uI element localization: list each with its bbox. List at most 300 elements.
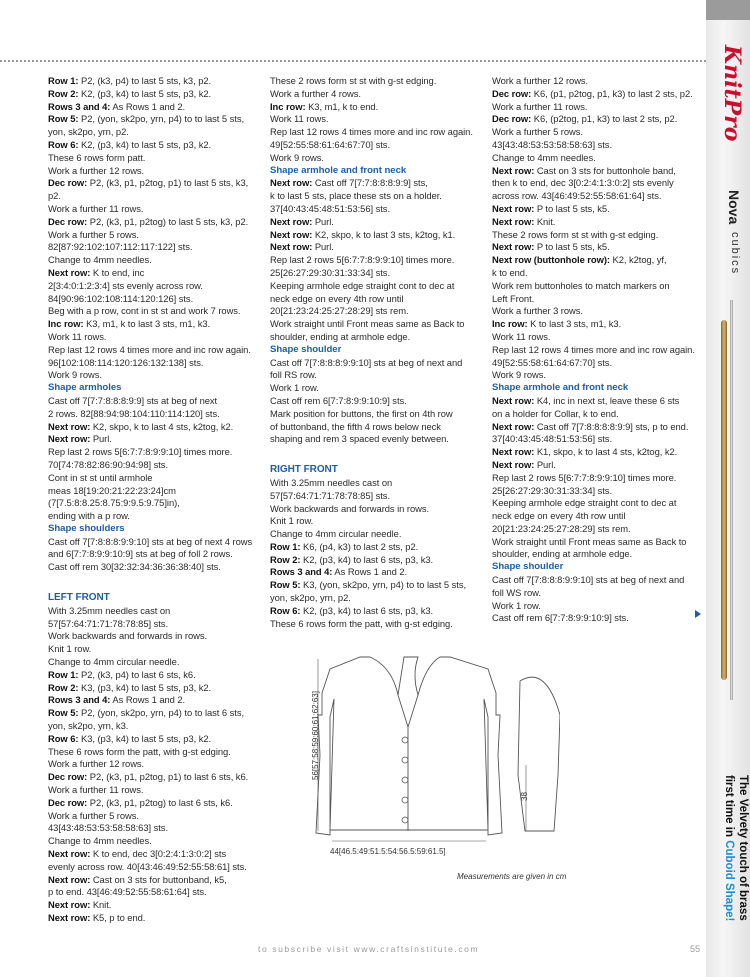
instruction-line (270, 503, 482, 516)
row-text: 2 rows. 82[88:94:98:104:110:114:120] sts. (48, 407, 220, 419)
row-text: These 6 rows form the patt, with g-st edging. (270, 617, 453, 629)
needle-brass-icon (721, 320, 727, 680)
row-text: Work a further 3 rows. (492, 305, 583, 317)
instruction-line (492, 139, 704, 152)
instruction-line (48, 229, 260, 242)
row-label: Next row: (492, 446, 535, 458)
row-text: evenly across row. 40[43:46:49:52:55:58:61] sts. (48, 860, 247, 872)
instruction-line (48, 88, 260, 101)
instruction-line (270, 382, 482, 395)
row-label: Row 2: (48, 87, 79, 99)
row-label: Next row: (48, 420, 91, 432)
row-text: Work a further 12 rows. (48, 164, 145, 176)
spacer (270, 446, 482, 455)
row-label: Row 6: (270, 604, 301, 616)
instruction-line (492, 344, 704, 357)
row-text: Knit. (90, 899, 112, 911)
row-label: Inc row: (48, 318, 84, 330)
row-text: 57[57:64:71:71:78:78:85] sts. (48, 617, 168, 629)
row-text: K to end, inc (90, 266, 145, 278)
instruction-line (270, 592, 482, 605)
instruction-line (48, 446, 260, 459)
instruction-line (48, 669, 260, 682)
instruction-line (48, 459, 260, 472)
row-text: These 2 rows form st st with g-st edging. (270, 75, 437, 86)
row-text: Work a further 11 rows. (492, 100, 588, 112)
row-text: Change to 4mm circular needle. (48, 656, 180, 668)
row-text: Rep last 12 rows 4 times more and inc row again. (492, 343, 695, 355)
instruction-line (48, 784, 260, 797)
row-text: K to end, dec 3[0:2:4:1:3:0:2] sts (90, 848, 227, 860)
section-heading: Shape shoulders (48, 522, 125, 534)
instruction-line (270, 579, 482, 592)
instruction-line (492, 612, 704, 625)
instruction-line (492, 101, 704, 114)
row-text: Cast off 7[7:7:8:8:8:9:9] sts at beg of next (48, 394, 218, 406)
row-text: Left Front. (492, 292, 535, 304)
row-label: Row 2: (270, 553, 301, 565)
instruction-line (48, 152, 260, 165)
instruction-line (48, 656, 260, 669)
instruction-line (492, 446, 704, 459)
row-text: Knit. (534, 215, 556, 227)
instruction-line (270, 566, 482, 579)
instruction-line (270, 203, 482, 216)
row-text: 84[90:96:102:108:114:120:126] sts. (48, 292, 194, 304)
instruction-line (48, 203, 260, 216)
row-text: K3, m1, k to end. (305, 100, 379, 112)
instruction-line (48, 369, 260, 382)
row-text: Work a further 5 rows. (48, 809, 139, 821)
row-text: Work a further 12 rows. (48, 758, 145, 770)
row-text: P2, (k3, p1, p2tog) to last 5 sts, k3, p2. (87, 215, 249, 227)
row-text: K to last 3 sts, m1, k3. (527, 318, 622, 330)
row-label: Row 1: (270, 540, 301, 552)
instruction-line (48, 643, 260, 656)
row-label: Dec row: (48, 771, 88, 783)
row-text: P to last 5 sts, k5. (534, 202, 610, 214)
row-text: Purl. (534, 458, 556, 470)
instruction-line (270, 88, 482, 101)
section-heading: Shape shoulder (492, 561, 564, 573)
page-number: 55 (690, 944, 701, 954)
row-text: (7[7.5:8:8.25:8.75:9:9.5:9.75]in), (48, 497, 180, 509)
row-text: K3, (p3, k4) to last 5 sts, p3, k2. (78, 732, 212, 744)
row-text: Rep last 2 rows 5[6:7:7:8:9:9:10] times more. (492, 471, 677, 483)
row-text: Cont in st st until armhole (48, 471, 153, 483)
row-label: Row 1: (48, 75, 79, 86)
instruction-line (492, 600, 704, 613)
instruction-line (48, 733, 260, 746)
tagline-line-2 (722, 775, 736, 921)
row-text: Knit 1 row. (48, 643, 92, 655)
row-text: 49[52:55:58:61:64:67:70] sts. (492, 356, 612, 368)
instruction-line (492, 536, 704, 549)
row-text: meas 18[19:20:21:22:23:24]cm (48, 484, 176, 496)
sleeve-measurement: 38 (520, 792, 529, 801)
row-label: Dec row: (492, 87, 532, 99)
tagline-highlight: Cuboid Shape! (723, 840, 735, 922)
instruction-line (492, 548, 704, 561)
row-text: K1, skpo, k to last 4 sts, k2tog, k2. (534, 446, 678, 458)
instruction-line (270, 395, 482, 408)
row-text: across row. 43[46:49:52:55:58:61:64] sts. (492, 190, 662, 202)
row-text: Work 11 rows. (492, 330, 551, 342)
row-text: Purl. (312, 241, 334, 253)
row-label: Rows 3 and 4: (270, 566, 333, 578)
row-text: foll WS row. (492, 586, 541, 598)
row-text: Cast off 7[7:7:8:8:8:9:9] sts, (312, 177, 428, 189)
instruction-line (270, 75, 482, 88)
instruction-line (270, 618, 482, 631)
footer-subscribe: to subscribe visit www.craftsinstitute.com (258, 944, 480, 954)
row-text: Cast off 7[7:8:8:8:8:9:9] sts, p to end. (534, 420, 689, 432)
row-text: Work a further 4 rows. (270, 87, 361, 99)
instruction-line (492, 177, 704, 190)
instruction-line (48, 318, 260, 331)
row-text: Work backwards and forwards in rows. (270, 502, 430, 514)
instruction-line (48, 357, 260, 370)
row-label: Dec row: (48, 215, 88, 227)
instruction-line (48, 886, 260, 899)
row-text: K3, (yon, sk2po, yrn, p4) to to last 5 sts, (300, 579, 467, 591)
row-text: As Rows 1 and 2. (332, 566, 408, 578)
row-text: Knit 1 row. (270, 515, 314, 527)
brand-logo: KnitPro (719, 45, 745, 142)
buttons (402, 737, 408, 823)
row-text: 96[102:108:114:120:126:132:138] sts. (48, 356, 204, 368)
row-text: K2, (p3, k4) to last 6 sts, p3, k3. (300, 553, 434, 565)
row-label: Next row: (48, 848, 91, 860)
section-heading: Shape shoulder (270, 343, 342, 355)
instruction-line (48, 797, 260, 810)
row-label: Inc row: (492, 318, 528, 330)
continue-arrow-icon (695, 610, 701, 618)
instruction-line (48, 810, 260, 823)
instruction-line (492, 126, 704, 139)
column-3 (492, 75, 704, 625)
row-text: K2, skpo, k to last 3 sts, k2tog, k1. (312, 228, 456, 240)
row-text: yon, sk2po, yrn, p2. (48, 126, 129, 138)
instruction-line (492, 497, 704, 510)
instruction-line (270, 280, 482, 293)
row-text: shoulder, ending at armhole edge. (492, 548, 633, 560)
row-text: K2, skpo, k to last 4 sts, k2tog, k2. (90, 420, 234, 432)
instruction-line (48, 822, 260, 835)
instruction-line (492, 165, 704, 178)
row-text: 37[40:43:45:48:51:53:56] sts. (492, 433, 612, 445)
instruction-line (270, 369, 482, 382)
row-text: neck edge on every 4th row until (270, 292, 404, 304)
row-text: 20[21:23:24:25:27:28:29] sts rem. (270, 305, 409, 317)
row-label: Next row: (492, 420, 535, 432)
row-text: Cast off rem 6[7:7:8:9:9:10:9] sts. (492, 612, 629, 624)
row-text: Cast off rem 30[32:32:34:36:36:38:40] sts. (48, 561, 221, 573)
row-text: Change to 4mm needles. (492, 151, 596, 163)
row-text: Keeping armhole edge straight cont to dec at (492, 497, 677, 509)
instruction-line (492, 574, 704, 587)
row-text: and 6[7:7:8:9:9:10:9] sts at beg of foll 2 rows. (48, 548, 233, 560)
row-text: P2, (k3, p1, p2tog, p1) to last 6 sts, k6. (87, 771, 249, 783)
row-text: These 2 rows form st st with g-st edging. (492, 228, 659, 240)
row-text: Work 11 rows. (270, 113, 329, 125)
instruction-line (270, 190, 482, 203)
row-label: Rows 3 and 4: (48, 694, 111, 706)
instruction-line (48, 472, 260, 485)
instruction-line (48, 874, 260, 887)
instruction-line (492, 190, 704, 203)
instruction-line (48, 408, 260, 421)
instruction-line (48, 293, 260, 306)
dotted-top-rule (0, 60, 706, 62)
instruction-line (48, 267, 260, 280)
instruction-line (492, 523, 704, 536)
instruction-line (48, 485, 260, 498)
row-label: Row 1: (48, 668, 79, 680)
row-text: Cast off 7[7:8:8:8:9:9:10] sts at beg of next and (270, 356, 463, 368)
instruction-line (270, 126, 482, 139)
instruction-line (270, 528, 482, 541)
instruction-line (270, 433, 482, 446)
row-label: Row 5: (48, 707, 79, 719)
row-label: Next row: (270, 228, 313, 240)
instruction-line (48, 561, 260, 574)
instruction-line (492, 229, 704, 242)
row-text: K5, p to end. (90, 912, 146, 923)
row-text: P2, (k3, p4) to last 5 sts, k3, p2. (78, 75, 212, 86)
row-text: Cast on 3 sts for buttonband, k5, (90, 873, 227, 885)
instruction-line (492, 395, 704, 408)
row-label: Next row: (492, 202, 535, 214)
instruction-line (492, 459, 704, 472)
row-text: Beg with a p row, cont in st st and work 7 rows. (48, 305, 241, 317)
tagline (722, 775, 750, 921)
instruction-line (492, 369, 704, 382)
row-text: Work straight until Front meas same as Back to (492, 535, 687, 547)
row-text: 57[57:64:71:71:78:78:85] sts. (270, 489, 390, 501)
row-label: Dec row: (48, 177, 88, 189)
instruction-line (492, 280, 704, 293)
row-text: Work 1 row. (492, 599, 541, 611)
row-label: Next row: (270, 177, 313, 189)
tagline-line-1: The Velvety touch of brass (737, 775, 749, 921)
instruction-line (492, 88, 704, 101)
row-text: K2, k2tog, yf, (609, 254, 667, 266)
section-heading: RIGHT FRONT (270, 464, 338, 476)
row-text: 49[52:55:58:61:64:67:70] sts. (270, 138, 390, 150)
product-subname: cubics (729, 232, 741, 276)
instruction-line (48, 707, 260, 720)
spacer (48, 574, 260, 583)
instruction-line (270, 490, 482, 503)
instruction-line (48, 682, 260, 695)
row-text: P to last 5 sts, k5. (534, 241, 610, 253)
row-text: Rep last 2 rows 5[6:7:7:8:9:9:10] times more. (270, 254, 455, 266)
instruction-line (270, 293, 482, 306)
row-text: k to last 5 sts, place these sts on a holder. (270, 190, 442, 202)
row-label: Dec row: (492, 113, 532, 125)
row-text: Purl. (90, 433, 112, 445)
row-text: foll RS row. (270, 369, 317, 381)
instruction-line (492, 408, 704, 421)
row-text: Work rem buttonholes to match markers on (492, 279, 670, 291)
row-text: Work 9 rows. (48, 369, 102, 381)
row-text: p to end. 43[46:49:52:55:58:61:64] sts. (48, 886, 207, 898)
row-text: K3, m1, k to last 3 sts, m1, k3. (83, 318, 211, 330)
row-text: Mark position for buttons, the first on 4th row (270, 407, 453, 419)
row-text: shoulder, ending at armhole edge. (270, 330, 411, 342)
instruction-line (270, 216, 482, 229)
row-text: Work a further 11 rows. (48, 784, 144, 796)
row-text: Cast off rem 6[7:7:8:9:9:10:9] sts. (270, 394, 407, 406)
row-label: Next row: (270, 241, 313, 253)
row-text: 43[43:48:53:53:58:58:63] sts. (48, 822, 168, 834)
instruction-line (48, 254, 260, 267)
row-text: p2. (48, 190, 61, 202)
sidebar-band (706, 0, 750, 20)
row-text: Work backwards and forwards in rows. (48, 630, 208, 642)
cardigan-outline (316, 657, 502, 835)
instruction-line (270, 318, 482, 331)
product-name: Nova (726, 190, 742, 225)
instruction-line (48, 848, 260, 861)
instruction-line (270, 541, 482, 554)
instruction-line (492, 510, 704, 523)
instruction-line (48, 421, 260, 434)
instruction-line (48, 746, 260, 759)
instruction-line (48, 241, 260, 254)
row-text: Purl. (312, 215, 334, 227)
row-text: of buttonband, the fifth 4 rows below neck (270, 420, 441, 432)
measurement-caption: Measurements are given in cm (457, 872, 567, 881)
row-text: 2[3:4:0:1:2:3:4] sts evenly across row. (48, 279, 203, 291)
needle-steel-icon (730, 300, 733, 700)
row-text: Work a further 5 rows. (48, 228, 139, 240)
instruction-line (492, 75, 704, 88)
instruction-line (270, 101, 482, 114)
instruction-line (48, 720, 260, 733)
row-label: Next row: (48, 433, 91, 445)
instruction-line (48, 548, 260, 561)
row-label: Row 6: (48, 732, 79, 744)
width-measurement: 44[46.5:49:51.5:54:56.5:59:61.5] (330, 847, 446, 856)
row-text: 20[21:23:24:25:27:28:29] sts rem. (492, 522, 631, 534)
row-text: 82[87:92:102:107:112:117:122] sts. (48, 241, 193, 253)
dimension-lines (318, 659, 486, 841)
row-text: Change to 4mm needles. (48, 835, 152, 847)
row-text: These 6 rows form patt. (48, 151, 146, 163)
row-text: on a holder for Collar, k to end. (492, 407, 619, 419)
row-text: K6, (p1, p2tog, p1, k3) to last 2 sts, p2. (531, 87, 693, 99)
row-text: P2, (k3, p4) to last 6 sts, k6. (78, 668, 196, 680)
row-label: Row 2: (48, 681, 79, 693)
instruction-line (48, 344, 260, 357)
instruction-line (270, 357, 482, 370)
instruction-line (48, 331, 260, 344)
row-text: With 3.25mm needles cast on (48, 604, 171, 616)
row-text: yon, sk2po, yrn, p2. (270, 592, 351, 604)
row-label: Next row: (48, 266, 91, 278)
row-text: With 3.25mm needles cast on (270, 476, 393, 488)
instruction-line (48, 190, 260, 203)
row-label: Rows 3 and 4: (48, 100, 111, 112)
row-label: Next row: (48, 899, 91, 911)
row-text: K2, (p3, k4) to last 6 sts, p3, k3. (300, 604, 434, 616)
instruction-line (48, 101, 260, 114)
row-text: Cast on 3 sts for buttonhole band, (534, 164, 676, 176)
instruction-line (492, 472, 704, 485)
row-text: k to end. (492, 266, 528, 278)
instruction-line (492, 267, 704, 280)
instruction-line (492, 433, 704, 446)
row-text: P2, (k3, p1, p2tog) to last 6 sts, k6. (87, 796, 233, 808)
instruction-line (492, 318, 704, 331)
instruction-line (492, 254, 704, 267)
instruction-line (48, 771, 260, 784)
instruction-line (48, 835, 260, 848)
instruction-line (270, 554, 482, 567)
row-label: Next row: (492, 394, 535, 406)
instruction-line (48, 510, 260, 523)
instruction-line (48, 165, 260, 178)
row-text: neck edge on every 4th row until (492, 510, 626, 522)
instruction-line (270, 113, 482, 126)
row-label: Next row: (492, 241, 535, 253)
section-heading: LEFT FRONT (48, 592, 110, 604)
section-heading: Shape armholes (48, 382, 122, 394)
row-label: Next row: (48, 873, 91, 885)
length-measurement: 56[57:58:59:60:61:62:63] (311, 691, 320, 780)
row-text: P2, (k3, p1, p2tog, p1) to last 5 sts, k3, (87, 177, 249, 189)
row-text: K3, (p3, k4) to last 5 sts, p3, k2. (78, 681, 212, 693)
instruction-line (492, 113, 704, 126)
instruction-line (48, 395, 260, 408)
instruction-line (48, 433, 260, 446)
instruction-line (492, 293, 704, 306)
row-text: P2, (yon, sk2po, yrn, p4) to to last 5 sts, (78, 113, 245, 125)
row-text: 43[43:48:53:53:58:58:63] sts. (492, 138, 612, 150)
row-text: Rep last 2 rows 5[6:7:7:8:9:9:10] times more. (48, 446, 233, 458)
instruction-line (48, 75, 260, 88)
sleeve-outline (518, 677, 560, 831)
instruction-line (270, 477, 482, 490)
row-text: As Rows 1 and 2. (110, 100, 186, 112)
row-text: K6, (p4, k3) to last 2 sts, p2. (300, 540, 419, 552)
instruction-line (492, 421, 704, 434)
row-text: K6, (p2tog, p1, k3) to last 2 sts, p2. (531, 113, 678, 125)
column-1 (48, 75, 260, 925)
row-text: Change to 4mm circular needle. (270, 528, 402, 540)
tagline-line-2-text: first time in (723, 775, 735, 841)
row-label: Row 5: (48, 113, 79, 125)
row-label: Row 6: (48, 138, 79, 150)
instruction-line (270, 139, 482, 152)
instruction-line (48, 758, 260, 771)
garment-schematic (300, 655, 560, 865)
row-text: As Rows 1 and 2. (110, 694, 186, 706)
instruction-line (492, 216, 704, 229)
column-2 (270, 75, 482, 630)
instruction-line (270, 408, 482, 421)
instruction-line (48, 630, 260, 643)
row-text: ending with a p row. (48, 510, 130, 522)
row-text: 70[74:78:82:86:90:94:98] sts. (48, 458, 168, 470)
instruction-line (48, 861, 260, 874)
instruction-line (48, 605, 260, 618)
row-text: Work straight until Front meas same as Back to (270, 318, 465, 330)
instruction-line (492, 305, 704, 318)
row-label: Row 5: (270, 579, 301, 591)
